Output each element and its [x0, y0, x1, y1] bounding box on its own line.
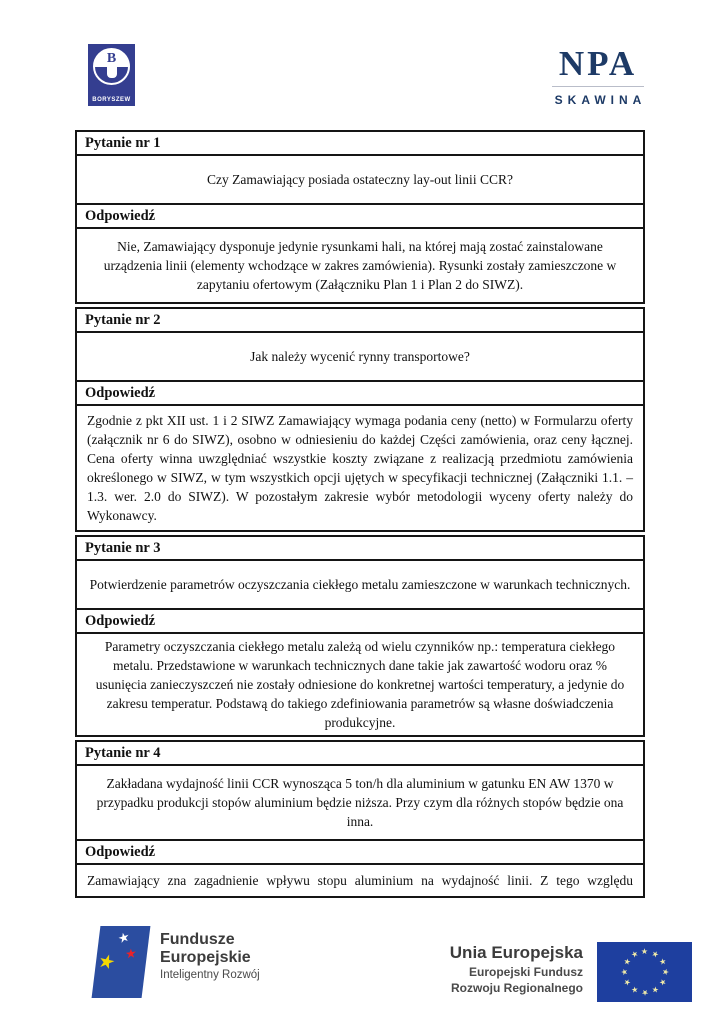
question-text: Jak należy wycenić rynny transportowe?	[77, 333, 643, 382]
npa-logo-subtitle: SKAWINA	[554, 93, 647, 107]
answer-header: Odpowiedź	[77, 205, 643, 229]
npa-logo	[552, 44, 647, 107]
qa-block-3	[75, 535, 645, 737]
boryszew-circle-icon	[93, 48, 130, 85]
eu-star-icon: ★	[621, 956, 633, 968]
eu-star-icon: ★	[621, 976, 633, 988]
answer-header: Odpowiedź	[77, 382, 643, 406]
eu-flag-icon	[597, 942, 692, 1002]
question-header: Pytanie nr 3	[77, 537, 643, 561]
footer	[0, 926, 724, 1002]
question-header: Pytanie nr 4	[77, 742, 643, 766]
question-text: Potwierdzenie parametrów oczyszczania ciekłego metalu zamieszczone w warunkach technicznych.	[77, 561, 643, 610]
eu-star-icon: ★	[640, 947, 649, 956]
qa-block-4	[75, 740, 645, 898]
eu-star-icon: ★	[628, 984, 640, 996]
answer-text: Parametry oczyszczania ciekłego metalu zależą od wielu czynników np.: temperatura ciekłego metalu. Przedstawione w warunkach technicznych dane takie jak zawartość wodoru oraz % usunięcia zanieczyszczeń nie zostały odniesione do konkretnej wartości temperatury, a jedynie do zakresu temperatur. Podstawą do takiego zdefiniowania parametrów są własne doświadczenia produkcyjne.	[95, 639, 625, 730]
question-text: Zakładana wydajność linii CCR wynosząca 5 ton/h dla aluminium w gatunku EN AW 1370 w przypadku produkcji stopów aluminium będzie niższa. Przy czym dla różnych stopów będzie ona inna.	[77, 766, 643, 841]
answer-header: Odpowiedź	[77, 610, 643, 634]
eu-star-icon: ★	[649, 984, 661, 996]
question-header: Pytanie nr 1	[77, 132, 643, 156]
boryszew-logo	[88, 44, 135, 106]
answer-text: Zgodnie z pkt XII ust. 1 i 2 SIWZ Zamawiający wymaga podania ceny (netto) w Formularzu oferty (załącznik nr 6 do SIWZ), osobno w odniesieniu do każdej Części zamówienia, oraz ceny łącznej. Cena oferty winna uwzględniać wszystkie koszty związane z realizacją przedmiotu zamówienia określonego w SIWZ, w tym wszystkich opcji ujętych w specyfikacji technicznej (Załączniki 1.1. – 1.3. wer. 2.0 do SIWZ). W pozostałym zakresie wybór metodologii wyceny oferty należy do Wykonawcy.	[87, 413, 633, 523]
eu-star-icon: ★	[660, 968, 670, 976]
crucible-icon	[107, 66, 117, 78]
qa-block-2	[75, 307, 645, 532]
fe-subtitle: Inteligentny Rozwój	[160, 969, 260, 982]
star-icon: ★	[124, 945, 137, 962]
fe-flag-icon	[92, 926, 151, 998]
answer-text: Zamawiający zna zagadnienie wpływu stopu aluminium na wydajność linii. Z tego względu	[87, 873, 633, 888]
fe-logo-text	[160, 926, 260, 998]
boryszew-logo-text: BORYSZEW	[92, 97, 131, 103]
eu-subtitle-line2: Rozwoju Regionalnego	[451, 980, 583, 995]
fe-title-line1: Fundusze	[160, 931, 235, 948]
eu-star-icon: ★	[656, 976, 668, 988]
eu-star-icon: ★	[656, 956, 668, 968]
eu-star-icon: ★	[628, 948, 640, 960]
star-icon: ★	[94, 950, 119, 975]
eu-subtitle-line1: Europejski Fundusz	[468, 964, 583, 979]
unia-europejska-logo	[450, 942, 692, 1002]
question-text: Czy Zamawiający posiada ostateczny lay-out linii CCR?	[77, 156, 643, 205]
npa-logo-title: NPA	[558, 44, 638, 83]
answer-header: Odpowiedź	[77, 841, 643, 865]
npa-logo-divider	[552, 86, 644, 87]
fundusze-europejskie-logo	[90, 926, 260, 998]
eu-star-icon: ★	[649, 948, 661, 960]
fe-title-line2: Europejskie	[160, 948, 251, 966]
answer-text: Nie, Zamawiający dysponuje jedynie rysunkami hali, na której mają zostać zainstalowane urządzenia linii (elementy wchodzące w zakres zamówienia). Rysunki zostały zamieszczone w zapytaniu ofertowym (Załączniku Plan 1 i Plan 2 do SIWZ).	[103, 239, 617, 292]
star-icon: ★	[116, 928, 132, 947]
header	[0, 0, 724, 107]
eu-star-icon: ★	[619, 968, 629, 976]
boryszew-letter: B	[106, 51, 117, 66]
question-header: Pytanie nr 2	[77, 309, 643, 333]
qa-table	[75, 130, 645, 898]
eu-logo-text	[450, 942, 583, 995]
qa-block-1	[75, 130, 645, 304]
eu-star-icon: ★	[640, 988, 649, 997]
eu-title: Unia Europejska	[449, 943, 583, 962]
